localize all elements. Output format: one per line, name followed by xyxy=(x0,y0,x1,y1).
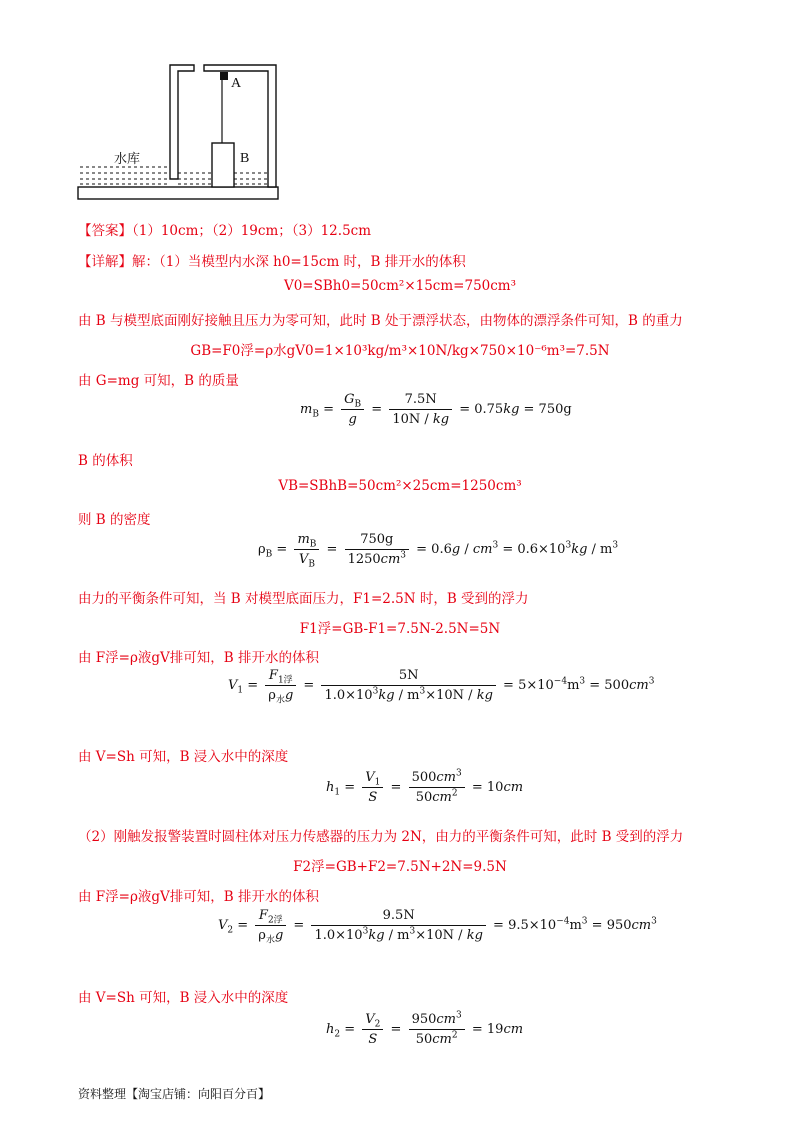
line-vsh-2: 由 V=Sh 可知，B 浸入水中的深度 xyxy=(78,990,289,1006)
equation-h1: $h_1$ = $\frac{V_1}{S}$ = $\frac{500cm^3}{50cm^2}$ = 10cm xyxy=(326,768,524,805)
line-f2-buoyancy: F2浮=GB+F2=7.5N+2N=9.5N xyxy=(293,859,507,875)
equation-density: $\rho_B$ = $\frac{m_B}{V_B}$ = $\frac{750g}{1250cm^3}$ = $0.6g / cm^3 = 0.6\times 10^3kg / m^3$ xyxy=(258,532,619,570)
footer-source: 资料整理【淘宝店铺：向阳百分百】 xyxy=(78,1087,271,1101)
left-wall xyxy=(170,65,194,179)
cylinder-b xyxy=(212,143,234,187)
line-gb: GB=F0浮=ρ水gV0=1×10³kg/m³×10N/kg×750×10⁻⁶m³=7.5N xyxy=(190,343,610,359)
line-b-volume-label: B 的体积 xyxy=(78,453,133,469)
equation-v1: $V_1$ = $\frac{F_{1浮}}{\rho_水g}$ = $\frac{5N}{1.0\times 10^3kg / m^3\times 10N / kg}$ = $5\times 10^{-4}m^3 = 500cm^3$ xyxy=(228,668,655,706)
answer-tag: 【答案】 xyxy=(78,223,132,239)
base-plate xyxy=(78,187,278,199)
line-v0: V0=SBh0=50cm²×15cm=750cm³ xyxy=(283,278,517,294)
line-balance-f1: 由力的平衡条件可知，当 B 对模型底面压力，F1=2.5N 时，B 受到的浮力 xyxy=(78,591,529,607)
detail-intro: 解：（1）当模型内水深 h0=15cm 时，B 排开水的体积 xyxy=(132,254,466,270)
reservoir-diagram xyxy=(70,55,290,210)
label-a: A xyxy=(231,76,242,91)
equation-v2: $V_2$ = $\frac{F_{2浮}}{\rho_水g}$ = $\frac{9.5N}{1.0\times 10^3kg / m^3\times 10N / kg}$ = $9.5\times 10^{-4}m^3 = 950cm^3$ xyxy=(218,908,657,946)
detail-intro-line xyxy=(78,250,466,270)
line-archimedes-1: 由 F浮=ρ液gV排可知，B 排开水的体积 xyxy=(78,650,320,666)
line-f1-buoyancy: F1浮=GB-F1=7.5N-2.5N=5N xyxy=(299,621,501,637)
line-archimedes-2: 由 F浮=ρ液gV排可知，B 排开水的体积 xyxy=(78,889,320,905)
line-float-condition: 由 B 与模型底面刚好接触且压力为零可知，此时 B 处于漂浮状态，由物体的漂浮条件可知，B 的重力 xyxy=(78,313,683,329)
line-vsh-1: 由 V=Sh 可知，B 浸入水中的深度 xyxy=(78,749,289,765)
line-part2-intro: （2）刚触发报警装置时圆柱体对压力传感器的压力为 2N，由力的平衡条件可知，此时 B 受到的浮力 xyxy=(78,829,684,845)
detail-tag: 【详解】 xyxy=(78,254,132,270)
sensor-a xyxy=(220,72,228,80)
equation-h2: $h_2$ = $\frac{V_2}{S}$ = $\frac{950cm^3}{50cm^2}$ = 19cm xyxy=(326,1010,524,1047)
label-b: B xyxy=(240,151,250,166)
line-g-mg: 由 G=mg 可知，B 的质量 xyxy=(78,373,239,389)
line-density-label: 则 B 的密度 xyxy=(78,512,151,528)
answer-line xyxy=(78,219,371,239)
label-reservoir: 水库 xyxy=(114,152,141,167)
answer-text: （1）10cm；（2）19cm；（3）12.5cm xyxy=(132,223,372,239)
line-vb: VB=SBhB=50cm²×25cm=1250cm³ xyxy=(278,478,522,494)
equation-mass: $m_B$ = $\frac{G_B}{g}$ = $\frac{7.5N}{10N / kg}$ = 0.75kg = 750g xyxy=(300,392,572,427)
